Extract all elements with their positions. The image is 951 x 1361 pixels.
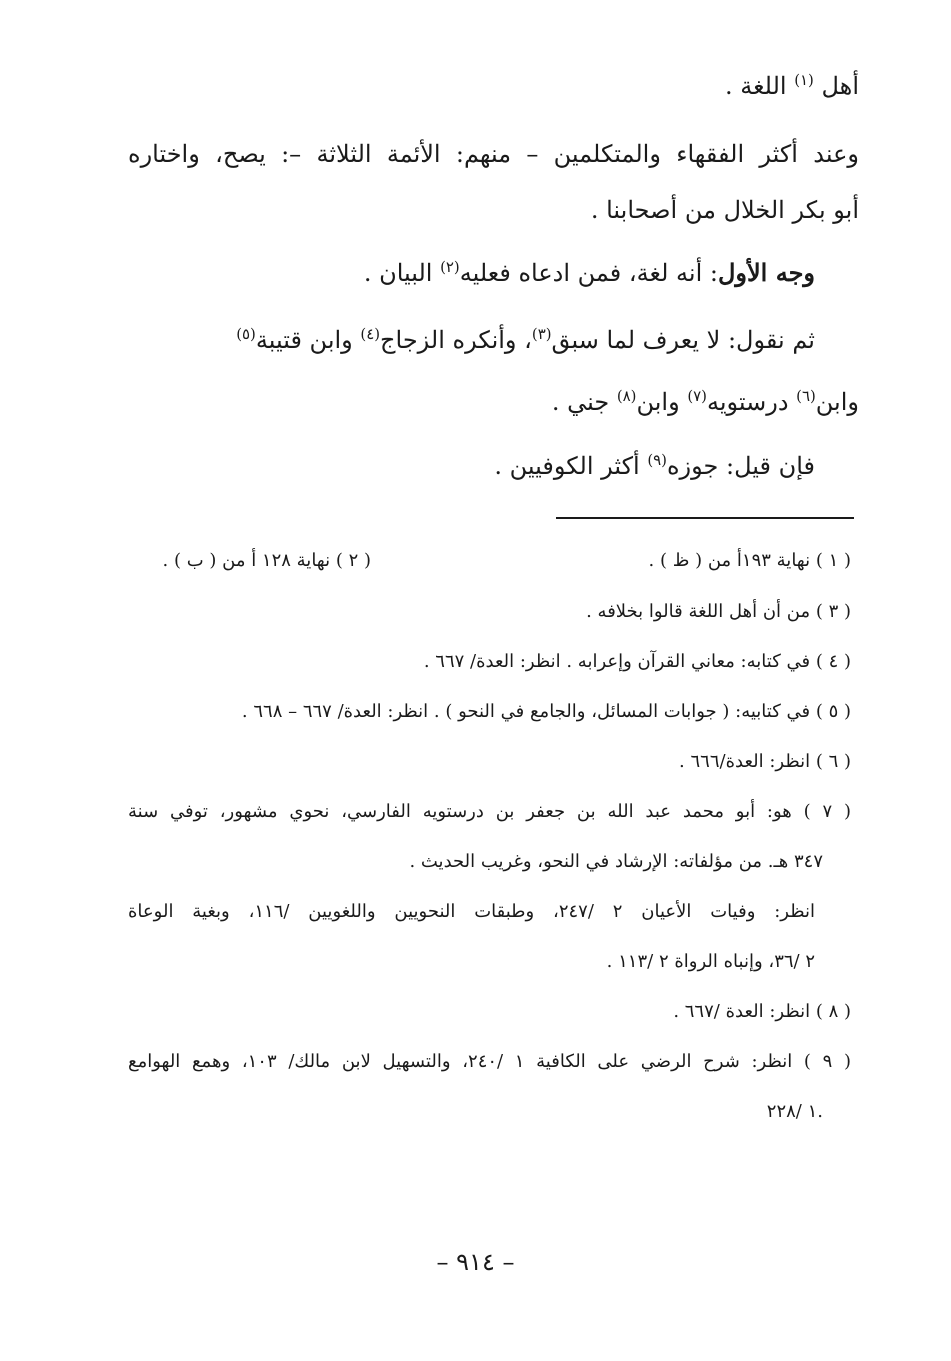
footnote-1: ( ١ ) نهاية ١٩٣أ من ( ظ ) .: [648, 550, 851, 571]
footnote-7-line-3: انظر: وفيات الأعيان ٢ /٢٤٧، وطبقات النحويين واللغويين /١١٦، وبغية الوعاة: [128, 901, 815, 922]
footnote-ref-3[interactable]: (٣): [531, 325, 552, 343]
footnote-3: ( ٣ ) من أن أهل اللغة قالوا بخلافه .: [586, 601, 851, 622]
body-line-6: وابن$^{(٦)}$ درستويه$^{(٧)}$ وابن$^{(٨)}$ جني .: [551, 387, 859, 416]
body-line-7: فإن قيل: جوزه$^{(٩)}$ أكثر الكوفيين .: [494, 451, 815, 480]
footnote-4: ( ٤ ) في كتابه: معاني القرآن وإعرابه . انظر: العدة/ ٦٦٧ .: [423, 651, 851, 672]
footnote-9-line-1: ( ٩ ) انظر: شرح الرضي على الكافية ١ /٢٤٠، والتسهيل لابن مالك/ ١٠٣، وهمع الهوامع: [128, 1051, 852, 1072]
body-line-2: وعند أكثر الفقهاء والمتكلمين – منهم: الأئمة الثلاثة –: يصح، واختاره: [128, 140, 859, 168]
footnote-ref-9[interactable]: (٩): [647, 451, 667, 469]
page-number: – ٩١٤ –: [436, 1248, 515, 1276]
body-line-5: ثم نقول: لا يعرف لما سبق$^{(٣)}$، وأنكره الزجاج$^{(٤)}$ وابن قتيبة$^{(٥)}$: [236, 325, 815, 354]
footnote-ref-4[interactable]: (٤): [360, 325, 381, 343]
footnote-2: ( ٢ ) نهاية ١٢٨ أ من ( ب ) .: [162, 550, 371, 571]
body-line-1: أهل $^{(١)}$ اللغة .: [724, 71, 859, 100]
footnote-ref-8[interactable]: (٨): [616, 387, 637, 405]
footnote-5: ( ٥ ) في كتابيه: ( جوابات المسائل، والجامع في النحو ) . انظر: العدة/ ٦٦٧ – ٦٦٨ .: [241, 701, 851, 722]
footnote-6: ( ٦ ) انظر: العدة/٦٦٦ .: [679, 751, 851, 772]
footnote-7-line-4: ٢ /٣٦، وإنباه الرواة ٢ /١١٣ .: [606, 951, 815, 972]
footnote-8: ( ٨ ) انظر: العدة /٦٦٧ .: [673, 1001, 851, 1022]
footnote-ref-5[interactable]: (٥): [236, 325, 256, 343]
footnote-ref-2[interactable]: (٢): [440, 258, 460, 276]
footnote-ref-7[interactable]: (٧): [687, 387, 707, 405]
footnote-9-line-2: ١ /٢٢٨.: [766, 1101, 823, 1122]
footnote-separator: [556, 517, 854, 519]
body-line-3: أبو بكر الخلال من أصحابنا .: [590, 196, 859, 224]
footnote-ref-1[interactable]: (١): [794, 71, 814, 89]
footnote-7-line-2: ٣٤٧ هـ. من مؤلفاته: الإرشاد في النحو، وغريب الحديث .: [409, 851, 823, 872]
footnote-ref-6[interactable]: (٦): [796, 387, 816, 405]
section-heading: وجه الأول: [717, 258, 815, 287]
body-line-4: وجه الأول: أنه لغة، فمن ادعاه فعليه$^{(٢)}$ البيان .: [363, 258, 815, 287]
footnote-7-line-1: ( ٧ ) هو: أبو محمد عبد الله بن جعفر بن درستويه الفارسي، نحوي مشهور، توفي سنة: [128, 801, 851, 822]
